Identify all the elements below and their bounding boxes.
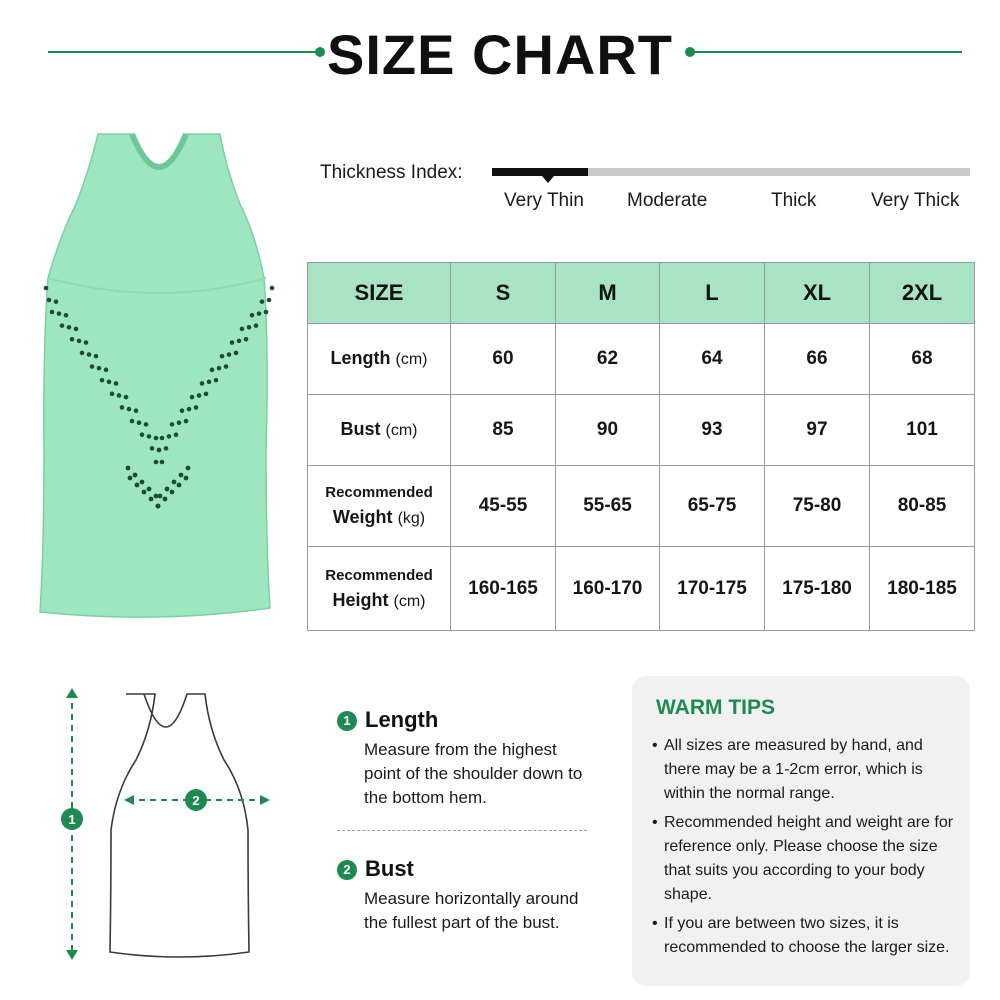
perforation-dot [140, 432, 145, 437]
row-label-text: Length [330, 348, 391, 368]
perforation-dot [194, 405, 199, 410]
thickness-level-thick: Thick [771, 190, 817, 211]
perforation-dot [97, 366, 102, 371]
perforation-dot [158, 494, 163, 499]
row-label-unit: (cm) [393, 592, 426, 610]
perforation-dot [184, 476, 189, 481]
perforation-dot [180, 408, 185, 413]
perforation-dot [224, 364, 229, 369]
size-table-header-row [308, 263, 975, 324]
list-item [652, 811, 958, 907]
perforation-dot [244, 337, 249, 342]
number-one-icon: 1 [337, 711, 357, 731]
perforation-dot [107, 380, 112, 385]
table-cell: 90 [556, 395, 660, 466]
perforation-dot [250, 313, 255, 318]
row-label-prefix: Recommended [325, 484, 433, 501]
length-heading-text: Length [365, 707, 439, 732]
row-label-unit: (cm) [385, 422, 418, 439]
table-cell: 66 [765, 324, 870, 395]
perforation-dot [67, 325, 72, 330]
perforation-dot [167, 434, 172, 439]
perforation-dot [104, 368, 109, 373]
bullet-icon: • [652, 915, 658, 932]
row-label-length [308, 324, 451, 395]
table-cell: 101 [870, 395, 975, 466]
perforation-dot [47, 298, 52, 303]
perforation-dot [210, 368, 215, 373]
title-line-right [690, 51, 962, 53]
warm-tips-title: WARM TIPS [656, 696, 775, 719]
perforation-dot [124, 395, 129, 400]
table-cell: 170-175 [660, 547, 765, 631]
perforation-dot [217, 366, 222, 371]
perforation-dot [157, 448, 162, 453]
perforation-dot [74, 327, 79, 332]
table-cell: 55-65 [556, 466, 660, 547]
section-divider [337, 830, 587, 831]
perforation-dot [177, 483, 182, 488]
list-item [652, 912, 958, 960]
perforation-dot [186, 466, 191, 471]
perforation-dot [200, 381, 205, 386]
bust-heading [337, 856, 414, 882]
perforation-dot [130, 419, 135, 424]
table-cell: 68 [870, 324, 975, 395]
page-title: SIZE CHART [327, 23, 673, 86]
perforation-dot [254, 323, 259, 328]
table-row-height [308, 547, 975, 631]
table-cell: 97 [765, 395, 870, 466]
perforation-dot [230, 340, 235, 345]
header-xl: XL [765, 263, 870, 324]
header-size: SIZE [308, 263, 451, 324]
perforation-dot [100, 378, 105, 383]
table-cell: 45-55 [451, 466, 556, 547]
perforation-dot [156, 504, 161, 509]
table-cell: 60 [451, 324, 556, 395]
perforation-dot [87, 352, 92, 357]
perforation-dot [64, 313, 69, 318]
perforation-dot [207, 380, 212, 385]
table-cell: 65-75 [660, 466, 765, 547]
header-l: L [660, 263, 765, 324]
perforation-dot [170, 490, 175, 495]
perforation-dot [120, 405, 125, 410]
perforation-dot [147, 487, 152, 492]
bust-description: Measure horizontally around the fullest part of the bust. [364, 889, 579, 932]
perforation-dot [172, 480, 177, 485]
table-cell: 180-185 [870, 547, 975, 631]
header-s: S [451, 263, 556, 324]
bust-marker-number: 2 [192, 793, 200, 808]
table-row-weight [308, 466, 975, 547]
list-item [652, 734, 958, 806]
perforation-dot [163, 497, 168, 502]
thickness-level-very-thick: Very Thick [871, 190, 960, 211]
perforation-dot [170, 422, 175, 427]
table-cell: 160-165 [451, 547, 556, 631]
perforation-dot [126, 466, 131, 471]
row-label-unit: (kg) [397, 510, 426, 527]
row-label-prefix: Recommended [325, 566, 433, 584]
perforation-dot [270, 286, 275, 291]
row-label-weight [308, 466, 451, 547]
perforation-dot [128, 476, 133, 481]
perforation-dot [187, 407, 192, 412]
tip-text: Recommended height and weight are for reference only. Please choose the size that suits you according to your body shape. [664, 814, 954, 903]
perforation-dot [54, 299, 59, 304]
number-two-icon: 2 [337, 860, 357, 880]
thickness-level-very-thin: Very Thin [504, 190, 584, 211]
perforation-dot [133, 473, 138, 478]
table-cell: 62 [556, 324, 660, 395]
bullet-icon: • [652, 814, 658, 831]
perforation-dot [50, 310, 55, 315]
perforation-dot [177, 420, 182, 425]
thickness-index-label: Thickness Index: [320, 162, 463, 183]
warm-tips-list [652, 734, 958, 965]
bullet-icon: • [652, 737, 658, 754]
row-label-text: Weight [332, 507, 393, 527]
perforation-dot [197, 393, 202, 398]
table-cell: 85 [451, 395, 556, 466]
perforation-dot [179, 473, 184, 478]
product-tank-top-image [28, 128, 290, 620]
header-m: M [556, 263, 660, 324]
size-table [307, 262, 975, 631]
perforation-dot [137, 420, 142, 425]
perforation-dot [164, 446, 169, 451]
perforation-dot [257, 311, 262, 316]
perforation-dot [117, 393, 122, 398]
warm-tips-panel [632, 676, 970, 986]
perforation-dot [214, 378, 219, 383]
tip-text: If you are between two sizes, it is recommended to choose the larger size. [664, 915, 950, 956]
perforation-dot [150, 446, 155, 451]
perforation-dot [220, 354, 225, 359]
row-label-unit: (cm) [395, 351, 428, 368]
row-label-text: Bust [340, 419, 381, 439]
perforation-dot [110, 392, 115, 397]
perforation-dot [174, 432, 179, 437]
perforation-dot [80, 351, 85, 356]
table-cell: 80-85 [870, 466, 975, 547]
perforation-dot [247, 325, 252, 330]
perforation-dot [234, 351, 239, 356]
perforation-dot [84, 340, 89, 345]
table-cell: 160-170 [556, 547, 660, 631]
table-cell: 64 [660, 324, 765, 395]
measurement-diagram [50, 680, 290, 970]
table-cell: 93 [660, 395, 765, 466]
tip-text: All sizes are measured by hand, and there may be a 1-2cm error, which is within the normal range. [664, 737, 923, 802]
perforation-dot [70, 337, 75, 342]
header-2xl: 2XL [870, 263, 975, 324]
perforation-dot [140, 480, 145, 485]
perforation-dot [190, 395, 195, 400]
perforation-dot [90, 364, 95, 369]
tank-outline [110, 694, 249, 957]
row-label-text: Height [332, 589, 389, 610]
arrow-right-icon [260, 795, 270, 805]
perforation-dot [142, 490, 147, 495]
perforation-dot [165, 487, 170, 492]
perforation-dot [264, 310, 269, 315]
table-cell: 175-180 [765, 547, 870, 631]
perforation-dot [227, 352, 232, 357]
perforation-dot [154, 460, 159, 465]
row-label-height [308, 547, 451, 631]
table-cell: 75-80 [765, 466, 870, 547]
arrow-down-icon [66, 950, 78, 960]
perforation-dot [134, 408, 139, 413]
perforation-dot [240, 327, 245, 332]
bust-heading-text: Bust [365, 856, 414, 881]
arrow-up-icon [66, 688, 78, 698]
perforation-dot [77, 339, 82, 344]
perforation-dot [135, 483, 140, 488]
perforation-dot [94, 354, 99, 359]
perforation-dot [154, 436, 159, 441]
perforation-dot [114, 381, 119, 386]
table-row-bust [308, 395, 975, 466]
length-marker-number: 1 [68, 812, 76, 827]
row-label-bust [308, 395, 451, 466]
perforation-dot [147, 434, 152, 439]
perforation-dot [160, 436, 165, 441]
perforation-dot [237, 339, 242, 344]
perforation-dot [260, 299, 265, 304]
perforation-dot [127, 407, 132, 412]
perforation-dot [184, 419, 189, 424]
perforation-dot [44, 286, 49, 291]
perforation-dot [267, 298, 272, 303]
thickness-marker [542, 176, 554, 183]
perforation-dot [204, 392, 209, 397]
perforation-dot [149, 497, 154, 502]
perforation-dot [144, 422, 149, 427]
perforation-dot [60, 323, 65, 328]
length-description: Measure from the highest point of the shoulder down to the bottom hem. [364, 740, 583, 807]
perforation-dot [160, 460, 165, 465]
thickness-bar [492, 168, 970, 176]
length-heading [337, 707, 438, 733]
table-row-length [308, 324, 975, 395]
thickness-level-moderate: Moderate [627, 190, 708, 211]
perforation-dot [57, 311, 62, 316]
thickness-bar-fill [492, 168, 588, 176]
